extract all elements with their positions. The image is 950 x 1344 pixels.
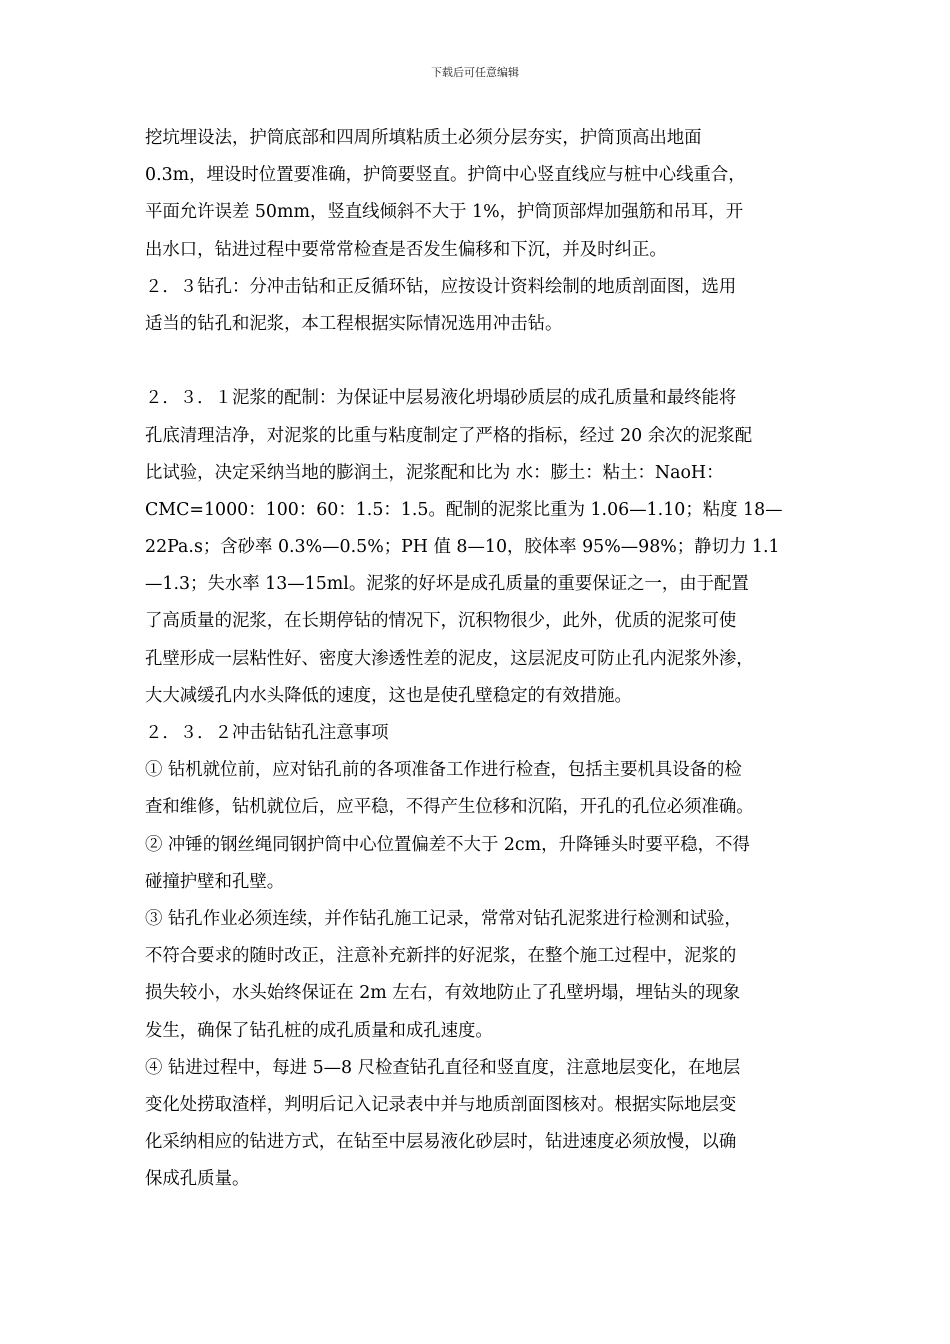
text-line: 保成孔质量。 (145, 1169, 250, 1190)
text-line: 挖坑埋设法，护筒底部和四周所填粘质土必须分层夯实，护筒顶高出地面 (145, 128, 702, 148)
text-line: 损失较小，水头始终保证在 2m 左右，有效地防止了孔壁坍塌，埋钻头的现象 (145, 983, 741, 1004)
text-line: CMC=1000：100：60：1.5：1.5。配制的泥浆比重为 1.06—1.10；粘度 18— (145, 499, 783, 520)
list-item-line: ③ 钻孔作业必须连续，并作钻孔施工记录，常常对钻孔泥浆进行检测和试验， (145, 908, 742, 929)
document-body (145, 120, 817, 1198)
text-line: 变化处捞取渣样，判明后记入记录表中并与地质剖面图核对。根据实际地层变 (145, 1094, 737, 1115)
list-item-line: ④ 钻进过程中，每进 5—8 尺检查钻孔直径和竖直度，注意地层变化，在地层 (145, 1057, 741, 1078)
text-line: 化采纳相应的钻进方式，在钻至中层易液化砂层时，钻进速度必须放慢，以确 (145, 1132, 737, 1153)
text-line: 适当的钻孔和泥浆，本工程根据实际情况选用冲击钻。 (145, 313, 563, 334)
list-item-line: ② 冲锤的钢丝绳同钢护筒中心位置偏差不大于 2cm，升降锤头时要平稳，不得 (145, 834, 750, 855)
text-line: 碰撞护壁和孔壁。 (145, 871, 285, 892)
text-line: 查和维修，钻机就位后，应平稳，不得产生位移和沉陷，开孔的孔位必须准确。 (145, 797, 754, 818)
text-line: 平面允许误差 50mm，竖直线倾斜不大于 1%，护筒顶部焊加强筋和吊耳，开 (145, 202, 744, 223)
text-line: 0.3m，埋设时位置要准确，护筒要竖直。护筒中心竖直线应与桩中心线重合， (145, 165, 746, 186)
section-heading-line: ２．３．１泥浆的配制：为保证中层易液化坍塌砂质层的成孔质量和最终能将 (145, 388, 737, 409)
blank-line (145, 343, 817, 380)
page-header: 下载后可任意编辑 (431, 66, 519, 79)
text-line: 了高质量的泥浆，在长期停钻的情况下，沉积物很少，此外，优质的泥浆可使 (145, 611, 737, 632)
text-line: 出水口，钻进过程中要常常检查是否发生偏移和下沉，并及时纠正。 (145, 239, 667, 260)
text-line: 比试验，决定采纳当地的膨润土，泥浆配和比为 水：膨土：粘土：NaoH： (145, 462, 724, 483)
text-line: 孔壁形成一层粘性好、密度大渗透性差的泥皮，这层泥皮可防止孔内泥浆外渗， (145, 648, 754, 669)
list-item-line: ① 钻机就位前，应对钻孔前的各项准备工作进行检查，包括主要机具设备的检 (145, 760, 742, 781)
text-line: —1.3；失水率 13—15ml。泥浆的好坏是成孔质量的重要保证之一，由于配置 (145, 574, 749, 595)
text-line: 大大减缓孔内水头降低的速度，这也是使孔壁稳定的有效措施。 (145, 685, 632, 706)
text-line: 22Pa.s；含砂率 0.3%—0.5%；PH 值 8—10，胶体率 95%—98%；静切力 1.1 (145, 537, 780, 558)
text-line: 不符合要求的随时改正，注意补充新拌的好泥浆，在整个施工过程中，泥浆的 (145, 946, 737, 967)
text-line: 发生，确保了钻孔桩的成孔质量和成孔速度。 (145, 1020, 493, 1041)
section-heading-line: ２．３．２冲击钻钻孔注意事项 (145, 723, 389, 743)
section-heading-line: ２．３钻孔：分冲击钻和正反循环钻，应按设计资料绘制的地质剖面图，选用 (145, 276, 737, 297)
text-line: 孔底清理洁净，对泥浆的比重与粘度制定了严格的指标，经过 20 余次的泥浆配 (145, 425, 753, 446)
